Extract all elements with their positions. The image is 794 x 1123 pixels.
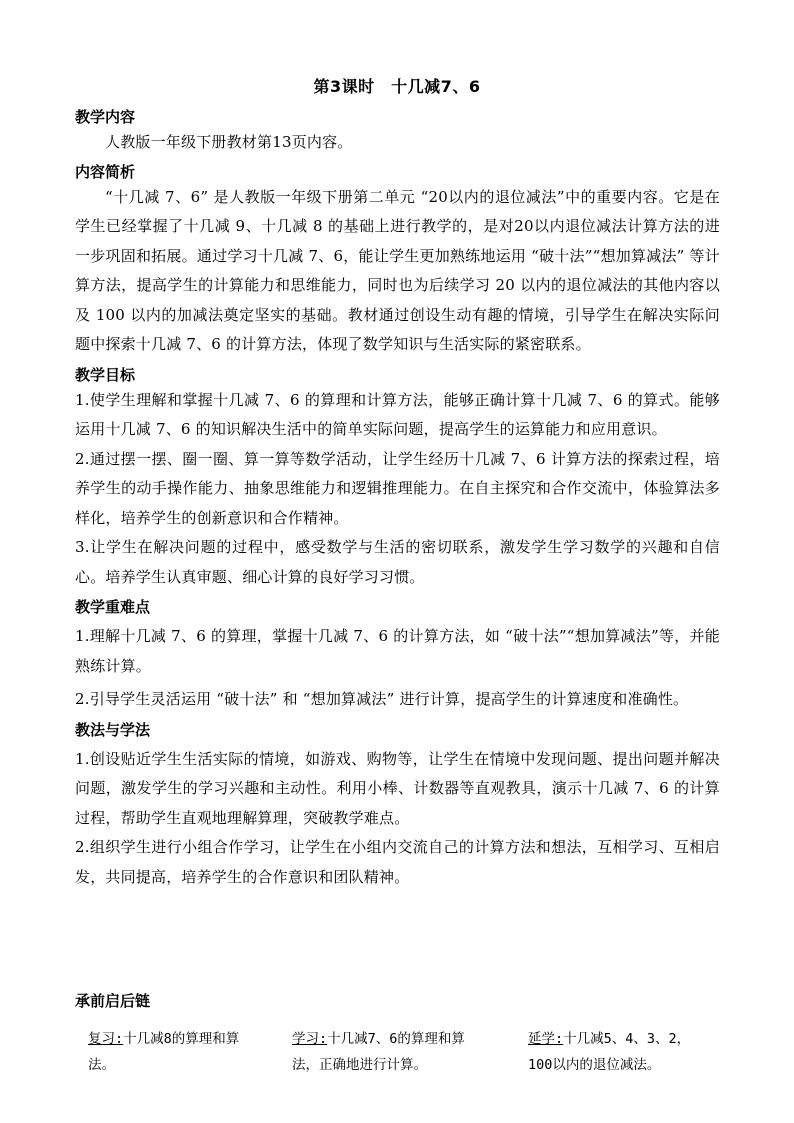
chain-box-label: 复习:: [88, 1031, 124, 1047]
chain-box-review: [88, 1026, 248, 1078]
chain-box-label: 学习:: [292, 1031, 328, 1047]
paragraph: 2.组织学生进行小组合作学习，让学生在小组内交流自己的计算方法和想法，互相学习、互相启发，共同提高，培养学生的合作意识和团队精神。: [75, 838, 720, 886]
section-heading-content-analysis: 内容简析: [75, 162, 136, 181]
paragraph: 2.通过摆一摆、圈一圈、算一算等数学活动，让学生经历十几减 7、6 计算方法的探索过程，培养学生的动手操作能力、抽象思维能力和逻辑推理能力。在自主探究和合作交流中，体验算法多样化，培养学生的创新意识和合作精神。: [75, 449, 720, 527]
paragraph: 3.让学生在解决问题的过程中，感受数学与生活的密切联系，激发学生学习数学的兴趣和自信心。培养学生认真审题、细心计算的良好学习习惯。: [75, 538, 720, 586]
section-heading-teaching-content: 教学内容: [75, 108, 136, 126]
paragraph: “十几减 7、6” 是人教版一年级下册第二单元 “20以内的退位减法”中的重要内容。它是在学生已经掌握了十几减 9、十几减 8 的基础上进行教学的，是对20以内退位减法计算方法的进一步巩固和拓展。通过学习十几减 7、6，能让学生更加熟练地运用 “破十法”“想加算减法” 等计算方法，提高学生的计算能力和思维能力，同时也为后续学习 20 以内的退位减法的其他内容以及 100 以内的加减法奠定坚实的基础。教材通过创设生动有趣的情境，引导学生在解决实际问题中探索十几减 7、6 的计算方法，体现了数学知识与生活实际的紧密联系。: [75, 187, 720, 353]
learning-chain: [80, 1026, 720, 1116]
chain-box-text: 十几减8的算理和算法。: [88, 1031, 240, 1073]
paragraph: 1.使学生理解和掌握十几减 7、6 的算理和计算方法，能够正确计算十几减 7、6 的算式。能够运用十几减 7、6 的知识解决生活中的简单实际问题，提高学生的运算能力和应用意识。: [75, 390, 720, 438]
page-title: 第3课时 十几减7、6: [313, 77, 481, 96]
section-heading-teaching-goals: 教学目标: [75, 365, 136, 384]
chain-box-extend: [528, 1026, 698, 1078]
chain-box-text: 十几减5、4、3、2，100以内的退位减法。: [528, 1031, 691, 1073]
document-body: [75, 106, 720, 892]
chain-heading: 承前启后链: [75, 992, 151, 1010]
paragraph: 1.理解十几减 7、6 的算理，掌握十几减 7、6 的计算方法，如 “破十法”“想加算减法”等，并能熟练计算。: [75, 627, 720, 675]
chain-box-label: 延学:: [528, 1031, 564, 1047]
section-heading-key-difficult-points: 教学重难点: [75, 598, 151, 616]
paragraph: 人教版一年级下册教材第13页内容。: [105, 133, 353, 151]
section-heading-teaching-methods: 教法与学法: [75, 720, 151, 739]
chain-box-text: 十几减7、6的算理和算法，正确地进行计算。: [292, 1031, 465, 1073]
chain-box-learn: [292, 1026, 472, 1078]
paragraph: 2.引导学生灵活运用 “破十法” 和 “想加算减法” 进行计算，提高学生的计算速度和准确性。: [75, 690, 689, 708]
paragraph: 1.创设贴近学生生活实际的情境，如游戏、购物等，让学生在情境中发现问题、提出问题并解决问题，激发学生的学习兴趣和主动性。利用小棒、计数器等直观教具，演示十几减 7、6 的计算过程，帮助学生直观地理解算理，突破教学难点。: [75, 749, 720, 827]
